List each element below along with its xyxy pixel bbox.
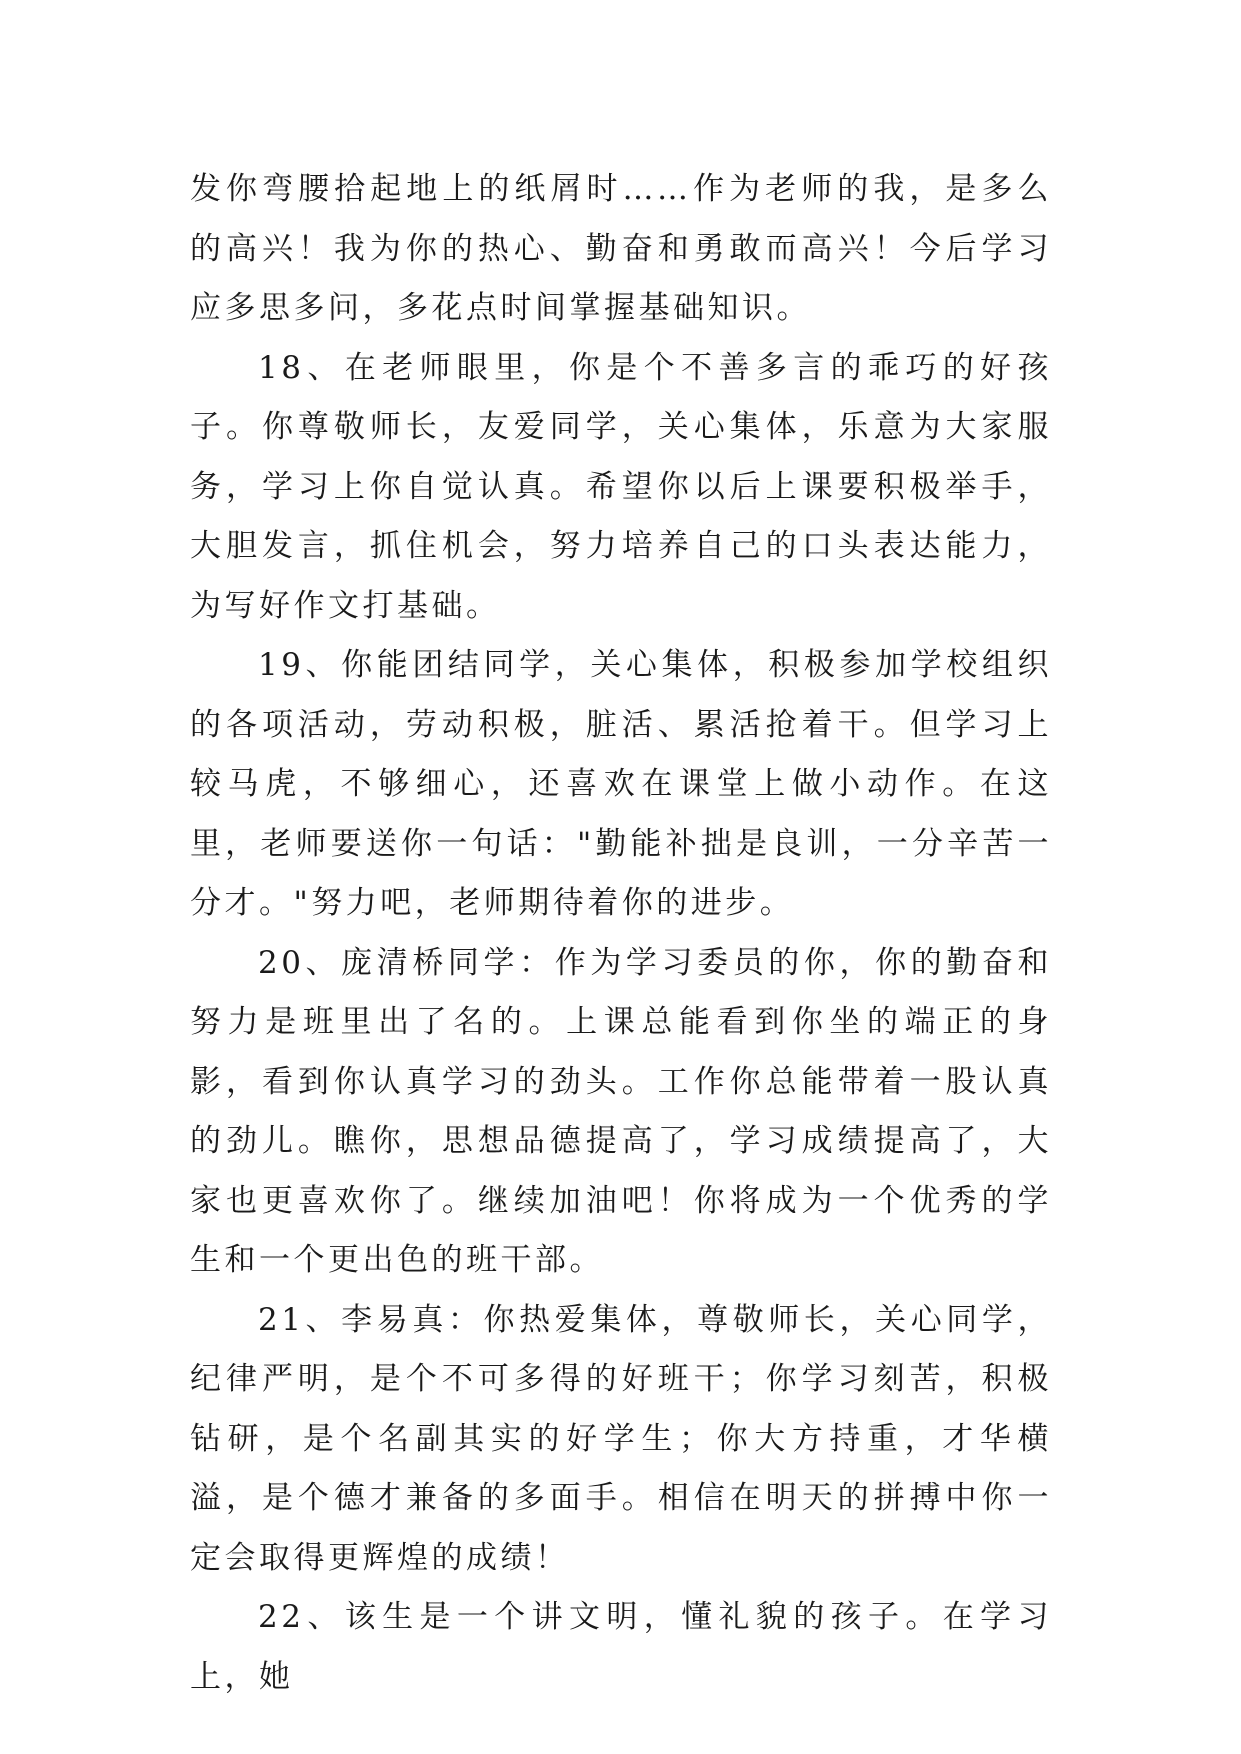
- paragraph-comment-18: 18、在老师眼里，你是个不善多言的乖巧的好孩子。你尊敬师长，友爱同学，关心集体，乐意为大家服务，学习上你自觉认真。希望你以后上课要积极举手，大胆发言，抓住机会，努力培养自己的口头表达能力，为写好作文打基础。: [190, 349, 1052, 624]
- paragraph-comment-20: 20、庞清桥同学：作为学习委员的你，你的勤奋和努力是班里出了名的。上课总能看到你坐的端正的身影，看到你认真学习的劲头。工作你总能带着一股认真的劲儿。瞧你，思想品德提高了，学习成绩提高了，大家也更喜欢你了。继续加油吧！你将成为一个优秀的学生和一个更出色的班干部。: [190, 944, 1052, 1278]
- paragraph-comment-22: 22、该生是一个讲文明，懂礼貌的孩子。在学习上，她: [190, 1599, 1052, 1695]
- body-text: [190, 160, 1052, 1707]
- paragraph-comment-19: 19、你能团结同学，关心集体，积极参加学校组织的各项活动，劳动积极，脏活、累活抢着干。但学习上较马虎，不够细心，还喜欢在课堂上做小动作。在这里，老师要送你一句话："勤能补拙是良训，一分辛苦一分才。"努力吧，老师期待着你的进步。: [190, 647, 1052, 921]
- paragraph-comment-21: 21、李易真：你热爱集体，尊敬师长，关心同学，纪律严明，是个不可多得的好班干；你学习刻苦，积极钻研，是个名副其实的好学生；你大方持重，才华横溢，是个德才兼备的多面手。相信在明天的拼搏中你一定会取得更辉煌的成绩！: [190, 1301, 1052, 1576]
- paragraph-continued: 发你弯腰拾起地上的纸屑时……作为老师的我，是多么的高兴！我为你的热心、勤奋和勇敢而高兴！今后学习应多思多问，多花点时间掌握基础知识。: [190, 171, 1052, 326]
